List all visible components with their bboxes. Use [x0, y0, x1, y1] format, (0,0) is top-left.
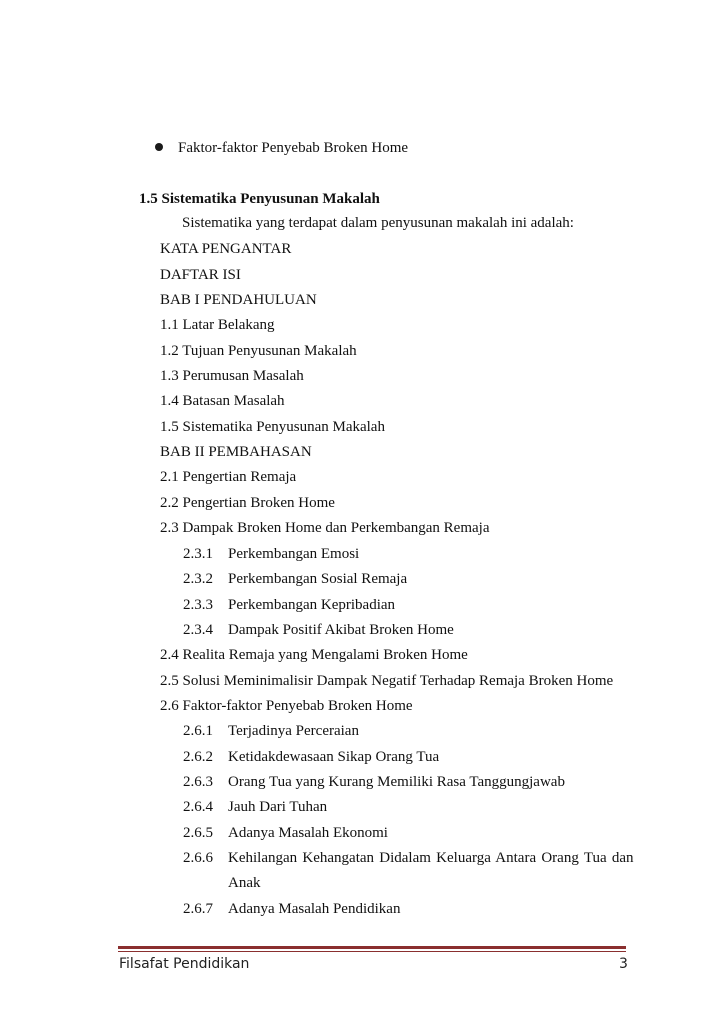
toc-subitem-text: Anak	[228, 875, 261, 891]
toc-subitem-number: 2.6.4	[183, 799, 213, 815]
toc-subitem-text: Orang Tua yang Kurang Memiliki Rasa Tanggungjawab	[228, 774, 565, 790]
toc-subitem-number: 2.6.2	[183, 749, 213, 765]
toc-line: 1.1 Latar Belakang	[160, 317, 275, 333]
footer-title: Filsafat Pendidikan	[119, 956, 250, 972]
section-heading: 1.5 Sistematika Penyusunan Makalah	[139, 191, 380, 207]
toc-subitem-text: Perkembangan Kepribadian	[228, 597, 396, 613]
toc-subitem-number: 2.3.3	[183, 597, 213, 613]
toc-subitem-number: 2.3.2	[183, 571, 213, 587]
toc-subitem-text: Adanya Masalah Ekonomi	[228, 825, 388, 841]
footer-divider	[118, 946, 626, 949]
toc-subitem-number: 2.6.7	[183, 901, 213, 917]
bullet-dot-icon	[155, 143, 163, 151]
page-number: 3	[619, 956, 628, 972]
toc-line: 2.1 Pengertian Remaja	[160, 469, 297, 485]
toc-subitem-number: 2.6.3	[183, 774, 213, 790]
toc-line: DAFTAR ISI	[160, 267, 241, 283]
toc-subitem-text: Jauh Dari Tuhan	[228, 799, 328, 815]
toc-line: 1.2 Tujuan Penyusunan Makalah	[160, 343, 357, 359]
toc-line: 2.6 Faktor-faktor Penyebab Broken Home	[160, 698, 413, 714]
footer-divider-thin	[118, 951, 626, 952]
toc-line: BAB II PEMBAHASAN	[160, 444, 312, 460]
toc-subitem-text: Kehilangan Kehangatan Didalam Keluarga Antara Orang Tua dan	[228, 850, 634, 866]
toc-subitem-number: 2.3.1	[183, 546, 213, 562]
toc-line: 1.4 Batasan Masalah	[160, 393, 285, 409]
toc-subitem-text: Perkembangan Emosi	[228, 546, 360, 562]
toc-subitem-number: 2.3.4	[183, 622, 213, 638]
toc-subitem-text: Ketidakdewasaan Sikap Orang Tua	[228, 749, 440, 765]
toc-line: 1.3 Perumusan Masalah	[160, 368, 304, 384]
toc-line: 1.5 Sistematika Penyusunan Makalah	[160, 419, 385, 435]
toc-subitem-text: Terjadinya Perceraian	[228, 723, 359, 739]
toc-line: BAB I PENDAHULUAN	[160, 292, 317, 308]
toc-subitem-text: Adanya Masalah Pendidikan	[228, 901, 401, 917]
toc-subitem-number: 2.6.5	[183, 825, 213, 841]
toc-line: 2.3 Dampak Broken Home dan Perkembangan Remaja	[160, 520, 490, 536]
toc-line: KATA PENGANTAR	[160, 241, 292, 257]
toc-subitem-text: Dampak Positif Akibat Broken Home	[228, 622, 454, 638]
toc-subitem-number: 2.6.6	[183, 850, 213, 866]
toc-line: 2.2 Pengertian Broken Home	[160, 495, 335, 511]
toc-subitem-number: 2.6.1	[183, 723, 213, 739]
bullet-item: Faktor-faktor Penyebab Broken Home	[178, 140, 409, 156]
section-intro: Sistematika yang terdapat dalam penyusunan makalah ini adalah:	[182, 215, 574, 231]
toc-subitem-text: Perkembangan Sosial Remaja	[228, 571, 408, 587]
toc-line: 2.5 Solusi Meminimalisir Dampak Negatif Terhadap Remaja Broken Home	[160, 673, 614, 689]
toc-line: 2.4 Realita Remaja yang Mengalami Broken Home	[160, 647, 468, 663]
